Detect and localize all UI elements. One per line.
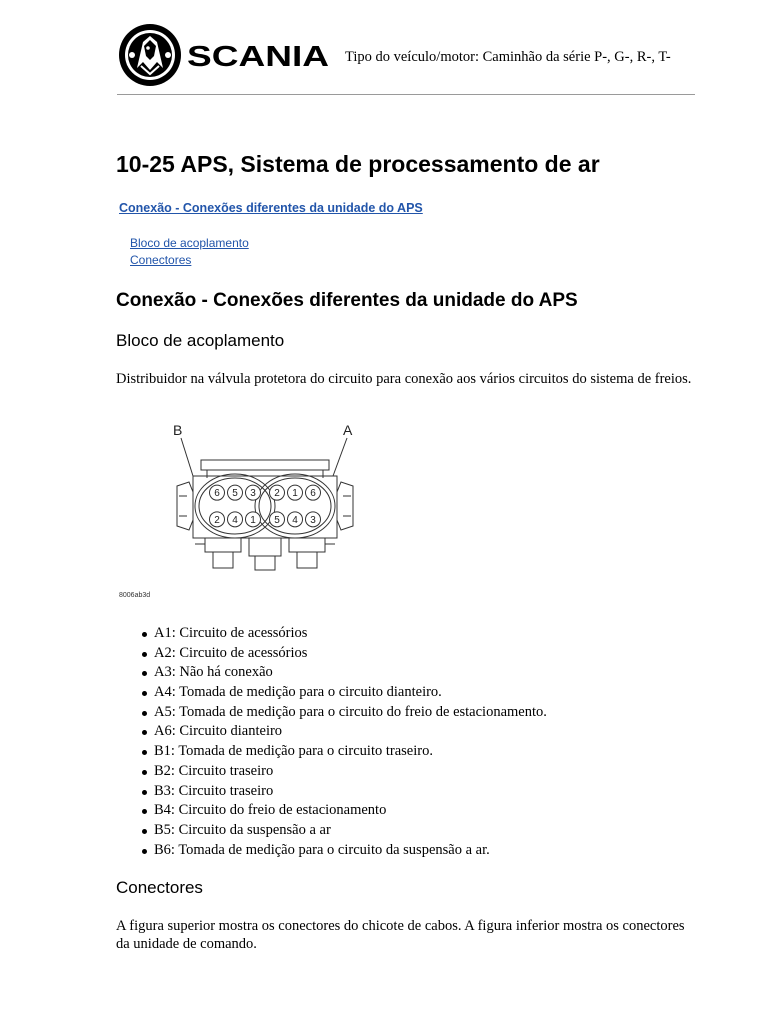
conectores-description: A figura superior mostra os conectores do chicote de cabos. A figura inferior mostra os conectores da unidade de comando. (116, 918, 685, 952)
page-title: 10-25 APS, Sistema de processamento de ar (116, 151, 600, 177)
toc-link-bloco-de-acoplamento[interactable]: Bloco de acoplamento (130, 236, 249, 250)
a-port-label: 2 (274, 488, 280, 500)
a-port-label: 1 (292, 488, 298, 500)
subsection-heading-conectores: Conectores (116, 878, 203, 897)
list-item: A6: Circuito dianteiro (116, 722, 547, 742)
list-item: A3: Não há conexão (116, 663, 547, 683)
a-port-label: 6 (310, 488, 316, 500)
figure-label-b: B (173, 422, 183, 438)
list-item: A4: Tomada de medição para o circuito dianteiro. (116, 683, 547, 703)
griffin-emblem-icon (119, 24, 181, 86)
list-item: B5: Circuito da suspensão a ar (116, 821, 547, 841)
connection-legend-list (116, 624, 547, 860)
page-header (117, 22, 695, 94)
port-group-a (270, 485, 321, 527)
b-port-label: 6 (214, 488, 220, 500)
bloco-description: Distribuidor na válvula protetora do circuito para conexão aos vários circuitos do sistema de freios. (116, 371, 692, 387)
a-port-label: 4 (292, 514, 298, 526)
coupling-block-figure (165, 420, 365, 580)
list-item: B4: Circuito do freio de estacionamento (116, 801, 547, 821)
list-item: B1: Tomada de medição para o circuito traseiro. (116, 742, 547, 762)
b-port-label: 5 (232, 488, 238, 500)
subsection-heading-bloco: Bloco de acoplamento (116, 331, 285, 350)
a-port-label: 3 (310, 514, 316, 526)
port-group-b (210, 485, 261, 527)
figure-code: 8006ab3d (119, 592, 151, 599)
list-item: A1: Circuito de acessórios (116, 624, 547, 644)
section-heading: Conexão - Conexões diferentes da unidade do APS (116, 290, 578, 311)
a-port-label: 5 (274, 514, 280, 526)
list-item: A5: Tomada de medição para o circuito do freio de estacionamento. (116, 703, 547, 723)
b-port-label: 3 (250, 488, 256, 500)
toc-link-conexao[interactable]: Conexão - Conexões diferentes da unidade do APS (119, 201, 423, 215)
toc-link-conectores[interactable]: Conectores (130, 253, 192, 267)
scania-logo (117, 22, 337, 88)
list-item: A2: Circuito de acessórios (116, 644, 547, 664)
b-port-label: 1 (250, 514, 256, 526)
b-port-label: 4 (232, 514, 238, 526)
vehicle-info: Tipo do veículo/motor: Caminhão da série P-, G-, R-, T- (345, 49, 671, 65)
figure-label-a: A (343, 422, 353, 438)
scania-wordmark: SCANIA (187, 41, 330, 73)
list-item: B6: Tomada de medição para o circuito da suspensão a ar. (116, 841, 547, 861)
b-port-label: 2 (214, 514, 220, 526)
list-item: B2: Circuito traseiro (116, 762, 547, 782)
header-divider (117, 94, 695, 95)
list-item: B3: Circuito traseiro (116, 782, 547, 802)
